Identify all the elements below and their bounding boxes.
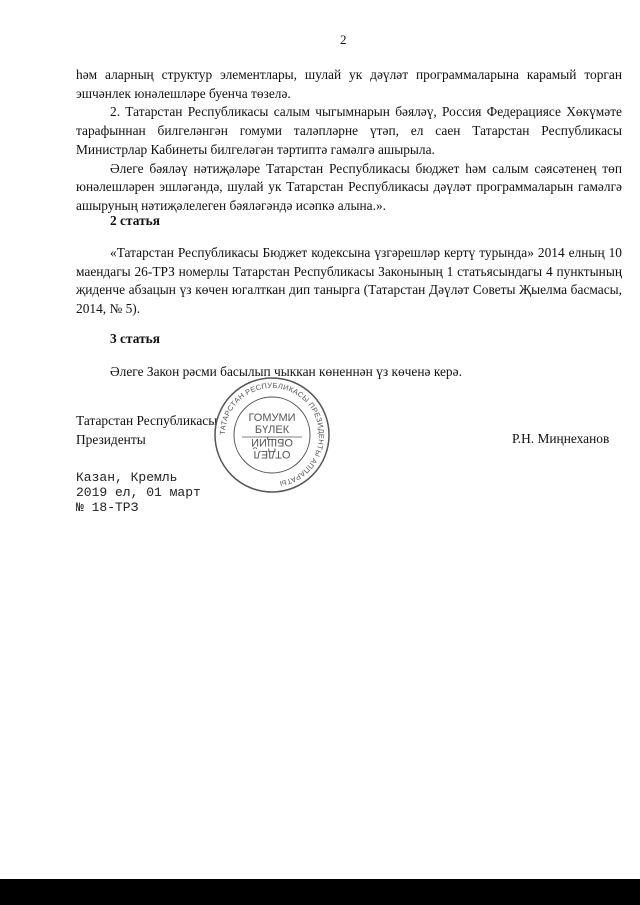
page-number: 2	[340, 32, 347, 47]
article-3-text	[76, 363, 622, 382]
official-stamp	[212, 375, 332, 495]
signatory-name: Р.Н. Миңнеханов	[512, 431, 610, 446]
article-2-heading: 2 статья	[110, 213, 160, 228]
signatory-title-line-2: Президенты	[76, 431, 146, 447]
article-2-text	[76, 244, 622, 319]
stamp-inverted-text	[251, 436, 293, 460]
signatory-title-line-1: Татарстан Республикасы	[76, 413, 218, 428]
paragraph-3: Әлеге бәяләү нәтиҗәләре Татарстан Республикасы бюджет һәм салым сәясәтенең төп юнәлешләрен эшләгәндә, шулай ук Татарстан Республикасы дәүләт программаларын гамәлгә ашыруның нәтиҗәлелеген бәяләгәндә исәпкә алына.».	[76, 160, 622, 213]
article-3-heading: 3 статья	[110, 331, 160, 346]
stamp-line-2: БҮЛЕК	[254, 424, 290, 436]
stamp-line-3: ОТДЕЛ	[253, 448, 291, 460]
scan-bottom-edge	[0, 879, 640, 905]
place-line: Казан, Кремль	[76, 470, 178, 485]
paragraph-1: һәм аларның структур элементлары, шулай ук дәүләт программаларына карамый торган эшчәнлек юнәлешләре буенча төзелә.	[76, 67, 622, 101]
signatory-title	[76, 412, 217, 449]
body-paragraphs	[76, 66, 622, 216]
place-date-number	[76, 470, 201, 515]
law-number-line: № 18-ТРЗ	[76, 500, 139, 515]
stamp-line-4: ОБЩИЙ	[251, 436, 293, 448]
stamp-line-1: ГОМУМИ	[248, 412, 296, 424]
article-3-paragraph: Әлеге Закон рәсми басылып чыккан көненнән үз көченә керә.	[110, 364, 462, 379]
stamp-ring-text: ТАТАРСТАН РЕСПУБЛИКАСЫ ПРЕЗИДЕНТЫ АППАРАТЫ	[217, 380, 327, 489]
paragraph-2: 2. Татарстан Республикасы салым чыгымнарын бәяләү, Россия Федерациясе Хөкүмәте тарафыннан билгеләнгән гомуми таләпләрне үтәп, ел саен Татарстан Республикасы Министрлар Кабинеты билгеләгән тәртиптә гамәлгә ашырыла.	[76, 104, 622, 157]
article-2-paragraph: «Татарстан Республикасы Бюджет кодексына үзгәрешләр кертү турында» 2014 елның 10 маендагы 26-ТРЗ номерлы Татарстан Республикасы Законының 1 статьясындагы 4 пунктының җиденче абзацын үз көчен югалткан дип танырга (Татарстан Дәүләт Советы Җыелма басмасы, 2014, № 5).	[76, 245, 622, 317]
date-line: 2019 ел, 01 март	[76, 485, 201, 500]
